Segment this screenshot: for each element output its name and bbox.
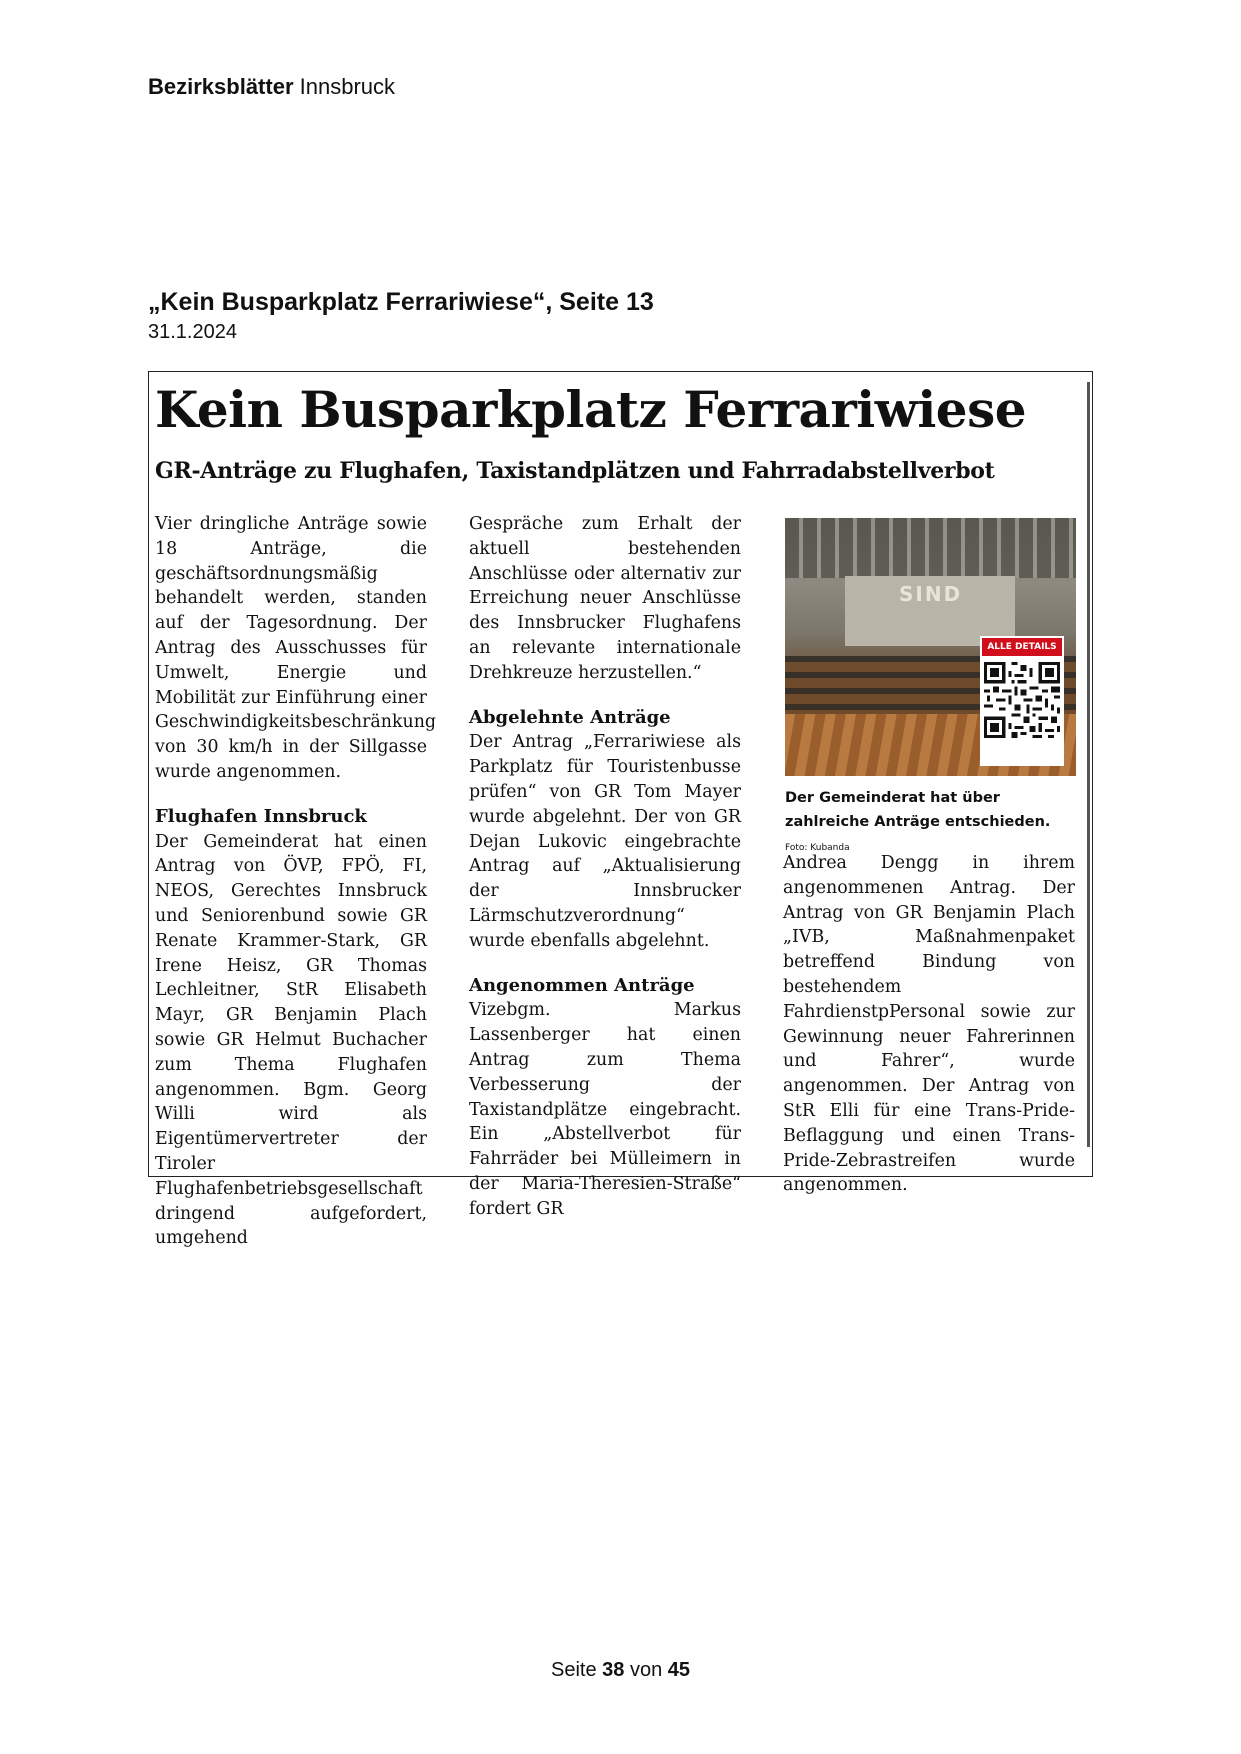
footer-page-total: 45 [667, 1659, 691, 1681]
footer-page-number: 38 [602, 1659, 625, 1681]
article-intro: Vier dringliche Anträge sowie 18 Anträge, die geschäftsordnungsmäßig behandelt werden, standen auf der Tagesordnung. Der Antrag des Ausschusses für Umwelt, Energie und Mobilität zur Einführung einer Geschwindigkeitsbeschränkung von 30 km/h in der Sillgasse wurde angenommen. [155, 514, 437, 782]
qr-code-label: ALLE DETAILS [982, 638, 1062, 656]
publication-name-rest: Innsbruck [299, 74, 396, 99]
article-column-2 [469, 512, 741, 1222]
footer-prefix: Seite [550, 1659, 597, 1681]
document-date: 31.1.2024 [148, 321, 237, 343]
article-subheadline: GR-Anträge zu Flughafen, Taxistandplätzen und Fahrradabstellverbot [155, 458, 995, 484]
qr-code-icon [984, 662, 1060, 738]
article-headline: Kein Busparkplatz Ferrariwiese [155, 380, 1027, 439]
photo-sign-text: SIND [899, 582, 963, 606]
photo-caption-text: Der Gemeinderat hat über zahlreiche Anträge entschieden. [785, 790, 1051, 830]
footer-middle: von [629, 1659, 663, 1681]
article-column-3 [783, 851, 1075, 1198]
section-text-flughafen: Der Gemeinderat hat einen Antrag von ÖVP, FPÖ, FI, NEOS, Gerechtes Innsbruck und Seniorenbund sowie GR Renate Krammer-Stark, GR Irene Heisz, GR Thomas Lechleitner, StR Elisabeth Mayr, GR Benjamin Plach sowie GR Helmut Buchacher zum Thema Flughafen angenommen. Bgm. Georg Willi wird als Eigentümervertreter der Tiroler Flughafenbetriebsgesellschaft dringend aufgefordert, umgehend [155, 831, 427, 1249]
publication-name-bold: Bezirksblätter [148, 74, 294, 99]
qr-code-card[interactable] [980, 636, 1064, 766]
photo-ceiling [785, 518, 1076, 578]
article-column-1 [155, 512, 437, 1251]
article-photo [785, 518, 1076, 776]
photo-caption [785, 786, 1077, 860]
section-text-angenommen-continued: Andrea Dengg in ihrem angenommenen Antrag. Der Antrag von GR Benjamin Plach „IVB, Maßnahmenpaket betreffend Bindung von bestehendem FahrdienstpPersonal sowie zur Gewinnung neuer Fahrerinnen und Fahrer“, wurde angenommen. Der Antrag von StR Elli für eine Trans-Pride-Beflaggung und einen Trans-Pride-Zebrastreifen wurde angenommen. [783, 853, 1075, 1196]
publication-name [148, 74, 395, 100]
section-heading-abgelehnt: Abgelehnte Anträge [469, 706, 671, 728]
document-title: „Kein Busparkplatz Ferrariwiese“, Seite 13 [148, 288, 654, 316]
section-heading-flughafen: Flughafen Innsbruck [155, 805, 367, 827]
section-heading-angenommen: Angenommen Anträge [469, 974, 695, 996]
page-footer [0, 1659, 1241, 1682]
clipping-edge [1087, 382, 1090, 1147]
section-text-abgelehnt: Der Antrag „Ferrariwiese als Parkplatz für Touristenbusse prüfen“ von GR Tom Mayer wurde abgelehnt. Der von GR Dejan Lukovic eingebrachte Antrag auf „Aktualisierung der Innsbrucker Lärmschutzverordnung“ wurde ebenfalls abgelehnt. [469, 732, 741, 951]
section-text-flughafen-continued: Gespräche zum Erhalt der aktuell bestehenden Anschlüsse oder alternativ zur Erreichung neuer Anschlüsse des Innsbrucker Flughafens an relevante internationale Drehkreuze herzustellen.“ [469, 514, 741, 683]
photo-credit: Foto: Kubanda [785, 843, 850, 853]
section-text-angenommen: Vizebgm. Markus Lassenberger hat einen Antrag zum Thema Verbesserung der Taxistandplätze eingebracht. Ein „Abstellverbot für Fahrräder bei Mülleimern in der Maria-Theresien-Straße“ fordert GR [469, 1000, 741, 1219]
newspaper-clipping [148, 371, 1093, 1249]
